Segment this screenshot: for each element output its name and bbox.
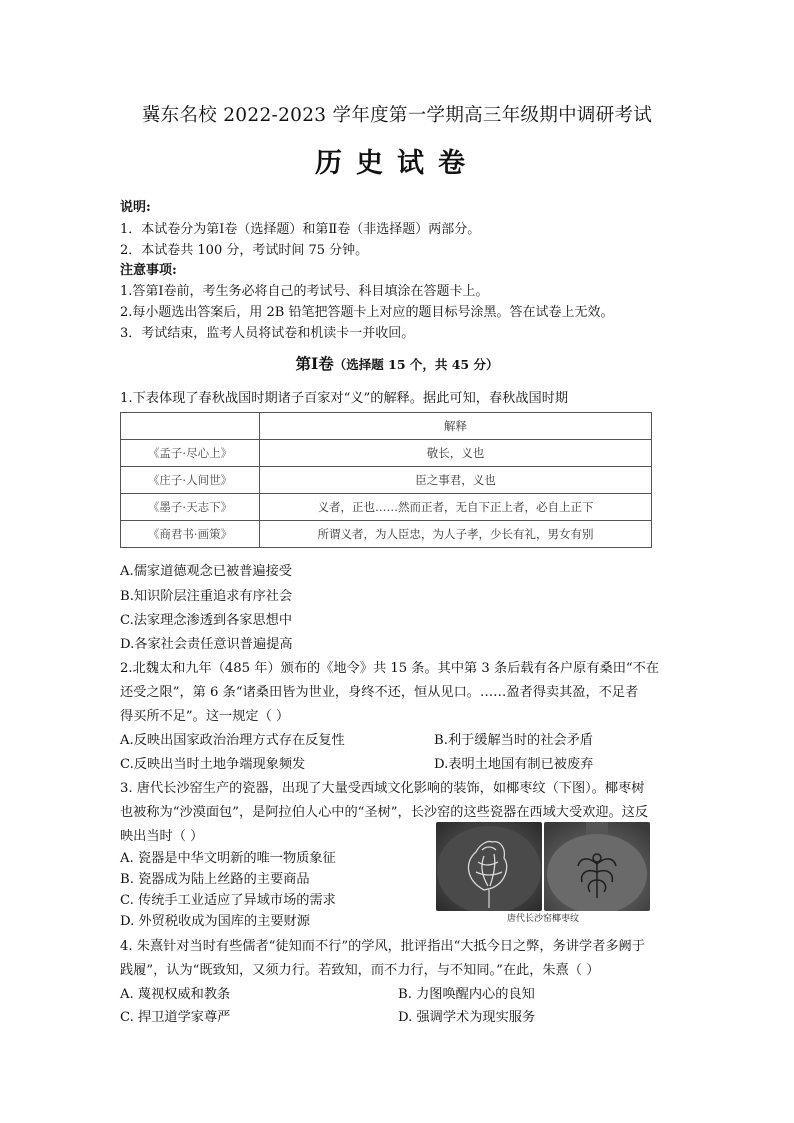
table-cell-source: 《庄子·人间世》 [121,467,260,494]
q2-option-d: D.表明土地国有制已被废弃 [434,757,594,772]
q1-option-c: C.法家理念渗透到各家思想中 [120,613,293,628]
q4-option-a: A. 蔑视权威和教条 [120,987,231,1002]
question-2-stem-line: 还受之限”，第 6 条“诸桑田皆为世业，身终不还，恒从见口。……盈者得卖其盈，不足者 [120,685,639,700]
q1-option-a: A.儒家道德观念已被普遍接受 [120,564,292,579]
section-label: 第Ⅰ卷 [295,354,334,373]
q4-option-c: C. 捍卫道学家尊严 [120,1010,231,1025]
note-item: 2.每小题选出答案后，用 2B 铅笔把答题卡上对应的题目标号涂黑。答在试卷上无效。 [120,305,614,320]
question-2-stem-line: 2.北魏太和九年（485 年）颁布的《地令》共 15 条。其中第 3 条后载有各户原有桑田“不在 [120,661,659,676]
q2-option-c: C.反映出当时土地争端现象频发 [120,757,306,772]
instruction-item: 2．本试卷共 100 分，考试时间 75 分钟。 [120,243,369,258]
section-note: （选择题 15 个，共 45 分） [333,357,499,372]
note-item: 1.答第Ⅰ卷前，考生务必将自己的考试号、科目填涂在答题卡上。 [120,284,489,299]
question-2-stem-line: 得买所不足”。这一规定（ ） [120,709,290,724]
explanation-table [120,412,652,548]
table-cell-explanation: 义者，正也……然而正者，无自下正上者，必自上正下 [260,494,652,521]
table-row [121,521,652,548]
question-3-stem-line: 映出当时（ ） [120,829,204,844]
table-row [121,494,652,521]
question-3-stem-line: 也被称为“沙漠面包”，是阿拉伯人心中的“圣树”，长沙窑的这些瓷器在西域大受欢迎。这反 [120,805,649,820]
image-caption: 唐代长沙窑椰枣纹 [506,914,579,924]
question-1-stem: 1.下表体现了春秋战国时期诸子百家对“义”的解释。据此可知，春秋战国时期 [120,391,569,406]
table-header-cell: 解释 [260,413,652,440]
q3-option-d: D. 外贸税收成为国库的主要财源 [120,914,310,929]
table-row [121,440,652,467]
notes-heading: 注意事项: [120,263,177,278]
q2-option-a: A.反映出国家政治治理方式存在反复性 [120,733,345,748]
pottery-photo-right [544,822,650,911]
exam-title: 冀东名校 2022-2023 学年度第一学期高三年级期中调研考试 [141,105,653,126]
section-title [0,352,794,374]
table-row [121,467,652,494]
pottery-photo-left [436,822,542,911]
question-3-stem-line: 3. 唐代长沙窑生产的瓷器，出现了大量受西域文化影响的装饰，如椰枣纹（下图）。椰枣树 [120,781,645,796]
q2-option-b: B.利于缓解当时的社会矛盾 [434,733,593,748]
q3-option-b: B. 瓷器成为陆上丝路的主要商品 [120,872,310,887]
question-4-stem-line: 践履”，认为“既致知，又须力行。若致知，而不力行，与不知同。”在此，朱熹（ ） [120,963,600,978]
instructions-heading: 说明: [120,200,151,215]
table-cell-source: 《商君书·画策》 [121,521,260,548]
table-cell-explanation: 臣之事君，义也 [260,467,652,494]
q3-option-a: A. 瓷器是中华文明新的唯一物质象征 [120,851,336,866]
table-header-row [121,413,652,440]
note-item: 3．考试结束，监考人员将试卷和机读卡一并收回。 [120,326,415,341]
table-cell-explanation: 敬长，义也 [260,440,652,467]
table-cell-explanation: 所谓义者，为人臣忠，为人子孝，少长有礼，男女有别 [260,521,652,548]
table-header-cell [121,413,260,440]
table-cell-source: 《墨子·天志下》 [121,494,260,521]
instruction-item: 1．本试卷分为第Ⅰ卷（选择题）和第Ⅱ卷（非选择题）两部分。 [120,222,481,237]
q4-option-b: B. 力图唤醒内心的良知 [398,987,535,1002]
table-cell-source: 《孟子·尽心上》 [121,440,260,467]
q4-option-d: D. 强调学术为现实服务 [398,1010,536,1025]
q3-option-c: C. 传统手工业适应了异域市场的需求 [120,893,336,908]
question-4-stem-line: 4. 朱熹针对当时有些儒者“徒知而不行”的学风，批评指出“大抵今日之弊，务讲学者多阙于 [120,939,645,954]
subject-title: 历史试卷 [315,148,479,179]
q1-option-d: D.各家社会责任意识普遍提高 [120,637,293,652]
q1-option-b: B.知识阶层注重追求有序社会 [120,589,293,604]
